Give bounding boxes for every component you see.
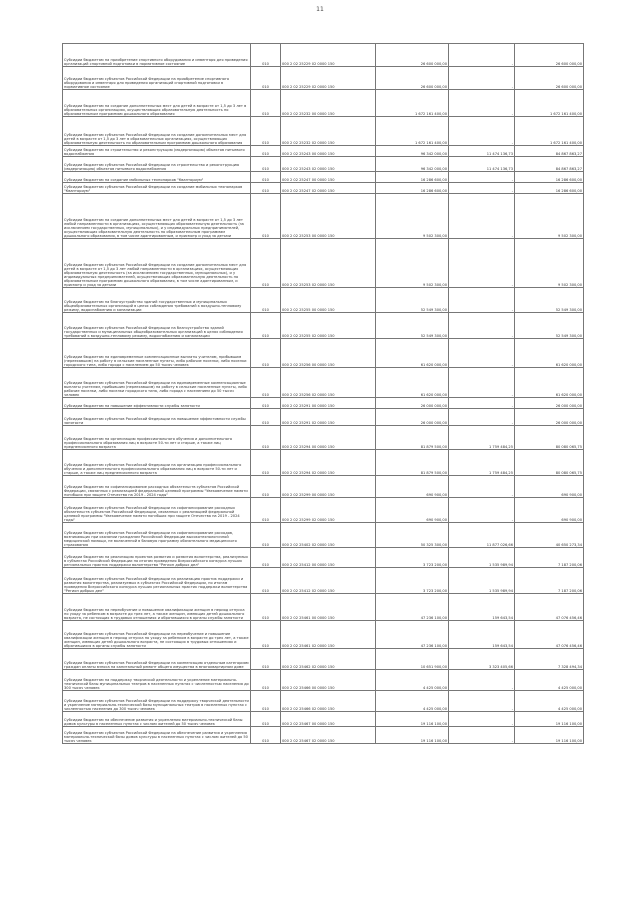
table-row xyxy=(63,594,584,621)
row-name xyxy=(63,523,251,548)
table-row xyxy=(63,146,584,157)
row-code: 010 xyxy=(251,670,281,691)
row-name xyxy=(63,67,251,90)
row-plan: 16 286 600,00 xyxy=(376,172,449,183)
row-exec: - xyxy=(449,712,515,727)
row-kbk: 000 2 02 25291 00 0000 150 xyxy=(281,398,376,409)
row-name-text: Субсидии бюджетам субъектов Российской Федерации на повышение эффективности службы занятости xyxy=(64,416,246,425)
row-code: 010 xyxy=(251,649,281,670)
row-exec: 11 474 136,73 xyxy=(449,146,515,157)
row-rest: 9 502 300,00 xyxy=(515,194,584,239)
table-row xyxy=(63,194,584,239)
row-name xyxy=(63,339,251,368)
row-name-text: Субсидии бюджетам на реализацию проектов развития и развития волонтерства, реализуемых в субъектах Российской Федерации по итогам проведения Всероссийского конкурса лучших региональных практик поддержки волонтерства "Регион добрых дел" xyxy=(64,554,248,567)
row-code: 010 xyxy=(251,476,281,498)
row-code: 010 xyxy=(251,548,281,568)
row-kbk: 000 2 02 25402 02 0000 150 xyxy=(281,523,376,548)
row-exec: 159 643,54 xyxy=(449,594,515,621)
row-rest: 61 620 000,00 xyxy=(515,339,584,368)
table-row xyxy=(63,548,584,568)
row-name-text: Субсидии бюджетам на строительство и реконструкцию (модернизацию) объектов питьевого водоснабжения xyxy=(64,147,245,156)
row-rest: 7 187 200,06 xyxy=(515,548,584,568)
row-name-text: Субсидии бюджетам субъектов Российской Федерации на переобучение и повышение квалификации женщин в период отпуска по уходу за ребенком в возрасте до трех лет, а также женщин, имеющих детей дошкольного возраста, не состоящих в трудовых отношениях и обратившихся в органы службы занятости xyxy=(64,631,249,648)
row-exec: - xyxy=(449,194,515,239)
row-kbk: 000 2 02 25466 02 0000 150 xyxy=(281,691,376,712)
report-table xyxy=(62,43,584,744)
table-row xyxy=(63,426,584,450)
row-exec: 1 535 989,94 xyxy=(449,568,515,594)
table-row xyxy=(63,621,584,649)
table-row xyxy=(63,649,584,670)
row-rest: 19 116 100,00 xyxy=(515,727,584,744)
row-name-text: Субсидии бюджетам на создание дополнительных мест для детей в возрасте от 1,5 до 3 лет в образовательных организациях, осуществляющих образовательную деятельность по образовательным программам дошкольного образования xyxy=(64,103,247,116)
row-rest: 80 080 065,75 xyxy=(515,426,584,450)
row-rest: 690 900,00 xyxy=(515,498,584,523)
table-row xyxy=(63,157,584,172)
row-name-text: Субсидии бюджетам на софинансирование расходных обязательств субъектов Российской Федерации, связанных с реализацией федеральной целевой программы "Увековечение памяти погибших при защите Отечества на 2019 - 2024 годы" xyxy=(64,484,248,497)
row-name xyxy=(63,712,251,727)
row-plan: 96 342 000,00 xyxy=(376,146,449,157)
table-row xyxy=(63,183,584,194)
row-rest: 16 286 600,00 xyxy=(515,172,584,183)
row-name xyxy=(63,172,251,183)
row-kbk: 000 2 02 25247 02 0000 150 xyxy=(281,183,376,194)
row-name-text: Субсидии бюджетам субъектов Российской Федерации на строительство и реконструкцию (модернизацию) объектов питьевого водоснабжения xyxy=(64,162,240,171)
table-row xyxy=(63,368,584,398)
row-name-text: Субсидии бюджетам субъектов Российской Федерации на создание дополнительных мест для детей в возрасте от 1,5 до 3 лет любой направленности в организациях, осуществляющих образовательную деятельность (за исключением государственных, муниципальных), и у индивидуальных предпринимателей, осуществляющих образовательную деятельность по образовательным программам дошкольного образования, в том числе адаптированным, и присмотр и уход за детьми xyxy=(64,262,247,287)
row-exec: 11 474 136,73 xyxy=(449,157,515,172)
row-plan: 26 600 000,00 xyxy=(376,44,449,67)
row-kbk: 000 2 02 25412 00 0000 150 xyxy=(281,548,376,568)
row-rest: 40 650 273,34 xyxy=(515,523,584,548)
row-code: 010 xyxy=(251,183,281,194)
row-name xyxy=(63,691,251,712)
row-code: 010 xyxy=(251,523,281,548)
row-name-text: Субсидии бюджетам субъектов Российской Федерации на благоустройство зданий государственных и муниципальных общеобразовательных организаций в целях соблюдения требований к воздушно-тепловому режиму, водоснабжению и канализации xyxy=(64,325,243,338)
row-kbk: 000 2 02 25467 02 0000 150 xyxy=(281,727,376,744)
row-name xyxy=(63,727,251,744)
row-name xyxy=(63,426,251,450)
table-row xyxy=(63,44,584,67)
row-code: 010 xyxy=(251,368,281,398)
row-name xyxy=(63,117,251,146)
table-row xyxy=(63,450,584,476)
row-plan: 9 502 300,00 xyxy=(376,239,449,288)
row-code: 010 xyxy=(251,194,281,239)
row-exec: 3 323 405,66 xyxy=(449,649,515,670)
row-name-text: Субсидии бюджетам на создание мобильных технопарков "Кванториум" xyxy=(64,177,204,182)
row-code: 010 xyxy=(251,450,281,476)
row-rest: 4 425 000,00 xyxy=(515,691,584,712)
row-code: 010 xyxy=(251,409,281,426)
row-rest: 84 867 863,27 xyxy=(515,146,584,157)
row-code: 010 xyxy=(251,621,281,649)
row-name-text: Субсидии бюджетам на переобучение и повышение квалификации женщин в период отпуска по уходу за ребенком в возрасте до трех лет, а также женщин, имеющих детей дошкольного возраста, не состоящих в трудовых отношениях и обратившихся в органы службы занятости xyxy=(64,607,245,620)
row-plan: 61 620 000,00 xyxy=(376,339,449,368)
row-kbk: 000 2 02 25247 00 0000 150 xyxy=(281,172,376,183)
table-row xyxy=(63,239,584,288)
row-rest: 84 867 863,27 xyxy=(515,157,584,172)
row-exec: - xyxy=(449,670,515,691)
row-name-text: Субсидии бюджетам на единовременные компенсационные выплаты учителям, прибывшим (переехавшим) на работу в сельские населенные пункты, либо рабочие поселки, либо поселки городского типа, либо города с населением до 50 тысяч человек xyxy=(64,354,247,367)
row-name xyxy=(63,594,251,621)
row-exec: - xyxy=(449,398,515,409)
row-exec: - xyxy=(449,368,515,398)
row-code: 010 xyxy=(251,691,281,712)
row-plan: 26 000 000,00 xyxy=(376,409,449,426)
row-rest: 4 425 000,00 xyxy=(515,670,584,691)
row-kbk: 000 2 02 25299 00 0000 150 xyxy=(281,476,376,498)
row-kbk: 000 2 02 25256 02 0000 150 xyxy=(281,368,376,398)
row-rest: 7 328 494,34 xyxy=(515,649,584,670)
row-code: 010 xyxy=(251,172,281,183)
table-row xyxy=(63,712,584,727)
row-kbk: 000 2 02 25294 02 0000 150 xyxy=(281,450,376,476)
row-rest: 1 672 161 400,00 xyxy=(515,90,584,117)
table-row xyxy=(63,90,584,117)
report-table-body xyxy=(63,44,584,744)
row-name xyxy=(63,183,251,194)
table-row xyxy=(63,409,584,426)
row-name-text: Субсидии бюджетам на поддержку творческой деятельности и укрепление материально-технической базы муниципальных театров в населенных пунктах с численностью населения до 300 тысяч человек xyxy=(64,677,249,690)
row-exec: - xyxy=(449,172,515,183)
row-rest: 52 549 300,00 xyxy=(515,288,584,313)
row-name-text: Субсидии бюджетам субъектов Российской Федерации на софинансирование расходных обязательств субъектов Российской Федерации, связанных с реализацией федеральной целевой программы "Увековечение памяти погибших при защите Отечества на 2019 - 2024 годы" xyxy=(64,505,240,522)
table-row xyxy=(63,476,584,498)
table-row xyxy=(63,172,584,183)
row-plan: 10 651 900,00 xyxy=(376,649,449,670)
row-code: 010 xyxy=(251,498,281,523)
row-name xyxy=(63,409,251,426)
row-name xyxy=(63,621,251,649)
row-exec: 1 535 989,94 xyxy=(449,548,515,568)
row-plan: 96 342 000,00 xyxy=(376,157,449,172)
row-name xyxy=(63,368,251,398)
row-name-text: Субсидии бюджетам субъектов Российской Федерации на софинансирование расходов, возникающих при оказании гражданам Российской Федерации высокотехнологичной медицинской помощи, не включенной в базовую программу обязательного медицинского страхования xyxy=(64,530,237,547)
row-exec: - xyxy=(449,476,515,498)
row-name-text: Субсидии бюджетам на организацию профессионального обучения и дополнительного профессионального образования лиц в возрасте 50-ти лет и старше, а также лиц предпенсионного возраста xyxy=(64,436,233,449)
row-name-text: Субсидии бюджетам на приобретение спортивного оборудования и инвентаря для приведения организаций спортивной подготовки в нормативное состояние xyxy=(64,57,248,66)
row-plan: 47 236 100,00 xyxy=(376,621,449,649)
row-kbk: 000 2 02 25466 00 0000 150 xyxy=(281,670,376,691)
row-plan: 4 425 000,00 xyxy=(376,670,449,691)
row-name xyxy=(63,568,251,594)
row-name-text: Субсидии бюджетам субъектов Российской Федерации на создание мобильных технопарков "Кванториум" xyxy=(64,184,243,193)
row-name xyxy=(63,398,251,409)
row-plan: 52 549 300,00 xyxy=(376,313,449,339)
table-row xyxy=(63,727,584,744)
row-rest: 26 000 000,00 xyxy=(515,398,584,409)
row-kbk: 000 2 02 25256 00 0000 150 xyxy=(281,339,376,368)
row-plan: 3 723 200,00 xyxy=(376,568,449,594)
table-row xyxy=(63,67,584,90)
row-code: 010 xyxy=(251,239,281,288)
row-kbk: 000 2 02 25294 00 0000 150 xyxy=(281,426,376,450)
row-code: 010 xyxy=(251,44,281,67)
row-plan: 3 723 200,00 xyxy=(376,548,449,568)
row-plan: 19 116 100,00 xyxy=(376,712,449,727)
row-rest: 19 116 100,00 xyxy=(515,712,584,727)
row-name-text: Субсидии бюджетам на обеспечение развития и укрепления материально-технической базы домов культуры в населенных пунктах с числом жителей до 50 тысяч человек xyxy=(64,717,243,726)
row-rest: 7 187 200,06 xyxy=(515,568,584,594)
row-code: 010 xyxy=(251,67,281,90)
row-code: 010 xyxy=(251,146,281,157)
row-plan: 4 425 000,00 xyxy=(376,691,449,712)
row-kbk: 000 2 02 25461 00 0000 150 xyxy=(281,594,376,621)
row-kbk: 000 2 02 25253 00 0000 150 xyxy=(281,194,376,239)
row-plan: 81 879 500,00 xyxy=(376,426,449,450)
row-kbk: 000 2 02 25232 00 0000 150 xyxy=(281,90,376,117)
row-name-text: Субсидии бюджетам субъектов Российской Федерации на организацию профессионального обучения и дополнительного профессионального образования лиц в возрасте 50-ти лет и старше, а также лиц предпенсионного возраста xyxy=(64,462,242,475)
table-row xyxy=(63,288,584,313)
row-exec: - xyxy=(449,339,515,368)
row-kbk: 000 2 02 25229 02 0000 150 xyxy=(281,44,376,67)
row-name xyxy=(63,670,251,691)
row-name-text: Субсидии бюджетам субъектов Российской Федерации на обеспечение развития и укрепления материально-технической базы домов культуры в населенных пунктах с числом жителей до 50 тысяч человек xyxy=(64,730,248,743)
row-code: 010 xyxy=(251,288,281,313)
row-name-text: Субсидии бюджетам на благоустройство зданий государственных и муниципальных общеобразовательных организаций в целях соблюдения требований к воздушно-тепловому режиму, водоснабжению и канализации xyxy=(64,299,242,312)
row-name-text: Субсидии бюджетам субъектов Российской Федерации на поддержку творческой деятельности и укрепление материально-технической базы муниципальных театров в населенных пунктах с численностью населения до 300 тысяч человек xyxy=(64,698,249,711)
row-name-text: Субсидии бюджетам на повышение эффективности службы занятости xyxy=(64,403,200,408)
row-name xyxy=(63,498,251,523)
row-plan: 19 116 100,00 xyxy=(376,727,449,744)
row-kbk: 000 2 02 25299 02 0000 150 xyxy=(281,498,376,523)
row-rest: 47 076 456,46 xyxy=(515,621,584,649)
row-exec: - xyxy=(449,409,515,426)
row-name-text: Субсидии бюджетам субъектов Российской Федерации на реализацию практик поддержки и развития волонтерства, реализуемых в субъектах Российской Федерации, по итогам проведения Всероссийского конкурса лучших региональных практик поддержки волонтерства "Регион добрых дел" xyxy=(64,576,248,593)
table-row xyxy=(63,523,584,548)
row-plan: 9 502 300,00 xyxy=(376,194,449,239)
row-kbk: 000 2 02 25232 02 0000 150 xyxy=(281,117,376,146)
row-plan: 50 325 300,00 xyxy=(376,523,449,548)
row-name xyxy=(63,194,251,239)
row-code: 010 xyxy=(251,339,281,368)
row-code: 010 xyxy=(251,117,281,146)
row-exec: - xyxy=(449,239,515,288)
row-exec: - xyxy=(449,183,515,194)
table-row xyxy=(63,339,584,368)
row-rest: 16 286 600,00 xyxy=(515,183,584,194)
row-rest: 9 502 300,00 xyxy=(515,239,584,288)
row-plan: 81 879 500,00 xyxy=(376,450,449,476)
row-rest: 52 549 300,00 xyxy=(515,313,584,339)
row-plan: 26 000 000,00 xyxy=(376,398,449,409)
table-row xyxy=(63,313,584,339)
row-plan: 61 620 000,00 xyxy=(376,368,449,398)
row-kbk: 000 2 02 25291 02 0000 150 xyxy=(281,409,376,426)
row-exec: - xyxy=(449,313,515,339)
row-kbk: 000 2 02 25462 02 0000 150 xyxy=(281,649,376,670)
row-rest: 47 076 456,46 xyxy=(515,594,584,621)
row-code: 010 xyxy=(251,568,281,594)
row-kbk: 000 2 02 25229 02 0000 150 xyxy=(281,67,376,90)
row-name-text: Субсидии бюджетам на создание дополнительных мест для детей в возрасте от 1,5 до 3 лет любой направленности в организациях, осуществляющих образовательную деятельность (за исключением государственных, муниципальных), и у индивидуальных предпринимателей, осуществляющих образовательную деятельность по образовательным программам дошкольного образования, в том числе адаптированным, и присмотр и уход за детьми xyxy=(64,217,244,238)
row-rest: 690 900,00 xyxy=(515,476,584,498)
row-exec: - xyxy=(449,498,515,523)
row-name xyxy=(63,90,251,117)
row-exec: - xyxy=(449,44,515,67)
row-rest: 61 620 000,00 xyxy=(515,368,584,398)
row-name-text: Субсидии бюджетам субъектов Российской Федерации на компенсацию отдельным категориям граждан оплаты взноса на капитальный ремонт общего имущества в многоквартирном доме xyxy=(64,660,249,669)
row-code: 010 xyxy=(251,712,281,727)
row-code: 010 xyxy=(251,157,281,172)
row-code: 010 xyxy=(251,426,281,450)
row-plan: 26 600 000,00 xyxy=(376,67,449,90)
row-name xyxy=(63,313,251,339)
table-row xyxy=(63,568,584,594)
table-row xyxy=(63,670,584,691)
row-name xyxy=(63,649,251,670)
row-rest: 80 080 065,75 xyxy=(515,450,584,476)
row-kbk: 000 2 02 25467 00 0000 150 xyxy=(281,712,376,727)
row-exec: - xyxy=(449,727,515,744)
row-exec: 1 759 484,25 xyxy=(449,426,515,450)
row-kbk: 000 2 02 25243 02 0000 150 xyxy=(281,157,376,172)
row-rest: 26 600 000,00 xyxy=(515,67,584,90)
page-number: 11 xyxy=(316,6,324,13)
row-exec: 11 877 026,66 xyxy=(449,523,515,548)
row-code: 010 xyxy=(251,90,281,117)
row-code: 010 xyxy=(251,727,281,744)
row-kbk: 000 2 02 25461 02 0000 150 xyxy=(281,621,376,649)
row-plan: 1 672 161 400,00 xyxy=(376,90,449,117)
row-name-text: Субсидии бюджетам субъектов Российской Федерации на создание дополнительных мест для детей в возрасте от 1,5 до 3 лет в образовательных организациях, осуществляющих образовательную деятельность по образовательным программам дошкольного образования xyxy=(64,132,247,145)
row-rest: 26 600 000,00 xyxy=(515,44,584,67)
row-rest: 1 672 161 400,00 xyxy=(515,117,584,146)
row-name xyxy=(63,239,251,288)
row-plan: 47 236 100,00 xyxy=(376,594,449,621)
row-kbk: 000 2 02 25255 00 0000 150 xyxy=(281,288,376,313)
row-name xyxy=(63,288,251,313)
row-name xyxy=(63,548,251,568)
row-exec: - xyxy=(449,288,515,313)
row-code: 010 xyxy=(251,594,281,621)
row-plan: 690 900,00 xyxy=(376,498,449,523)
row-code: 010 xyxy=(251,398,281,409)
row-name xyxy=(63,476,251,498)
row-name xyxy=(63,450,251,476)
row-name xyxy=(63,146,251,157)
row-kbk: 000 2 02 25243 00 0000 150 xyxy=(281,146,376,157)
row-exec: 159 643,54 xyxy=(449,621,515,649)
table-row xyxy=(63,117,584,146)
table-row xyxy=(63,398,584,409)
row-plan: 1 672 161 400,00 xyxy=(376,117,449,146)
row-exec: 1 759 484,25 xyxy=(449,450,515,476)
row-rest: 26 000 000,00 xyxy=(515,409,584,426)
row-plan: 16 286 600,00 xyxy=(376,183,449,194)
row-exec: - xyxy=(449,691,515,712)
row-exec: - xyxy=(449,90,515,117)
row-kbk: 000 2 02 25412 02 0000 150 xyxy=(281,568,376,594)
table-row xyxy=(63,691,584,712)
row-name xyxy=(63,157,251,172)
row-plan: 690 900,00 xyxy=(376,476,449,498)
row-plan: 52 549 300,00 xyxy=(376,288,449,313)
table-row xyxy=(63,498,584,523)
row-name xyxy=(63,44,251,67)
row-exec: - xyxy=(449,67,515,90)
row-kbk: 000 2 02 25253 02 0000 150 xyxy=(281,239,376,288)
row-name-text: Субсидии бюджетам субъектов Российской Федерации на приобретение спортивного оборудования и инвентаря для приведения организаций спортивной подготовки в нормативное состояние xyxy=(64,76,230,89)
row-exec: - xyxy=(449,117,515,146)
row-name-text: Субсидии бюджетам субъектов Российской Федерации на единовременные компенсационные выплаты учителям, прибывшим (переехавшим) на работу в сельские населенные пункты, либо рабочие поселки, либо поселки городского типа, либо города с населением до 50 тысяч человек xyxy=(64,380,247,397)
row-kbk: 000 2 02 25255 02 0000 150 xyxy=(281,313,376,339)
row-code: 010 xyxy=(251,313,281,339)
